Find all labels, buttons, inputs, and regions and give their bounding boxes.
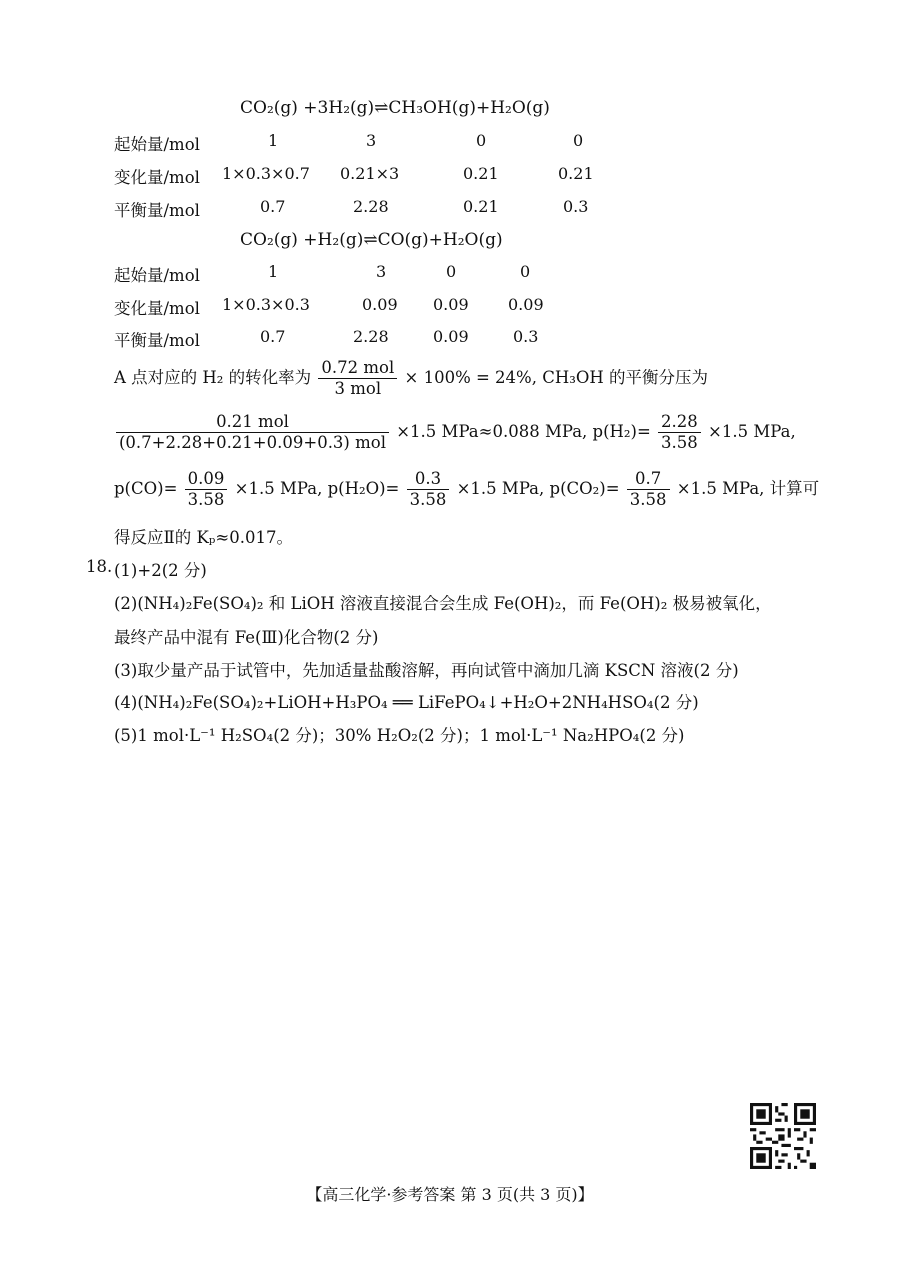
calc-text: A 点对应的 H₂ 的转化率为 <box>114 368 312 387</box>
calc-text: ×1.5 MPa, p(H₂O)= <box>234 479 400 498</box>
table-cell: 0.21 <box>463 197 499 216</box>
table-cell: 1 <box>268 131 279 150</box>
table-cell: 0.09 <box>433 295 469 314</box>
q18-answer-3: (3)取少量产品于试管中，先加适量盐酸溶解，再向试管中滴加几滴 KSCN 溶液(2 分) <box>114 661 739 680</box>
table-cell: 0.7 <box>260 327 286 346</box>
calc-text: p(CO)= <box>114 479 178 498</box>
table-cell: 2.28 <box>353 197 389 216</box>
fraction-denominator: 3.58 <box>187 490 225 509</box>
page-footer: 【高三化学·参考答案 第 3 页(共 3 页)】 <box>306 1185 594 1204</box>
reaction2-equation: CO₂(g) +H₂(g)⇌CO(g)+H₂O(g) <box>240 230 503 250</box>
fraction-numerator: 0.3 <box>407 469 450 490</box>
table-cell: 3 <box>366 131 377 150</box>
calc-text: ×1.5 MPa, <box>708 422 796 441</box>
row-label: 变化量/mol <box>114 168 200 187</box>
table-cell: 0.21 <box>558 164 594 183</box>
table-cell: 0.7 <box>260 197 286 216</box>
table-cell: 1 <box>268 262 279 281</box>
fraction-denominator: (0.7+2.28+0.21+0.09+0.3) mol <box>119 433 386 452</box>
row-label: 起始量/mol <box>114 266 200 285</box>
table-cell: 0 <box>476 131 487 150</box>
table-cell: 0.3 <box>513 327 539 346</box>
qr-code-icon <box>750 1103 816 1169</box>
calc-line-4: 得反应Ⅱ的 Kₚ≈0.017。 <box>114 528 293 547</box>
table-cell: 1×0.3×0.3 <box>222 295 310 314</box>
table-cell: 0.09 <box>508 295 544 314</box>
table-cell: 0 <box>573 131 584 150</box>
fraction-numerator: 0.7 <box>627 469 670 490</box>
fraction-denominator: 3.58 <box>661 433 698 452</box>
q18-number: 18. <box>86 557 113 576</box>
fraction-numerator: 2.28 <box>658 412 701 433</box>
q18-answer-4: (4)(NH₄)₂Fe(SO₄)₂+LiOH+H₃PO₄ ══ LiFePO₄↓+H₂O+2NH₄HSO₄(2 分) <box>114 693 699 712</box>
table-cell: 0.3 <box>563 197 589 216</box>
calc-text: × 100% = 24%, CH₃OH 的平衡分压为 <box>404 368 709 387</box>
q18-answer-2-cont: 最终产品中混有 Fe(Ⅲ)化合物(2 分) <box>114 628 379 647</box>
q18-answer-1: (1)+2(2 分) <box>114 561 207 580</box>
fraction <box>185 469 228 510</box>
fraction-numerator: 0.09 <box>185 469 228 490</box>
table-cell: 2.28 <box>353 327 389 346</box>
fraction-numerator: 0.72 mol <box>318 358 397 379</box>
fraction-numerator: 0.21 mol <box>116 412 389 433</box>
calc-text: ×1.5 MPa, 计算可 <box>676 479 820 498</box>
table-cell: 0.21 <box>463 164 499 183</box>
row-label: 起始量/mol <box>114 135 200 154</box>
fraction <box>116 412 389 453</box>
row-label: 变化量/mol <box>114 299 200 318</box>
calc-line-1 <box>114 358 708 399</box>
q18-answer-2: (2)(NH₄)₂Fe(SO₄)₂ 和 LiOH 溶液直接混合会生成 Fe(OH)₂，而 Fe(OH)₂ 极易被氧化， <box>114 594 772 613</box>
fraction <box>658 412 701 453</box>
table-cell: 0.09 <box>362 295 398 314</box>
fraction-denominator: 3 mol <box>334 379 382 398</box>
fraction-denominator: 3.58 <box>629 490 667 509</box>
reaction1-equation: CO₂(g) +3H₂(g)⇌CH₃OH(g)+H₂O(g) <box>240 98 550 118</box>
fraction-denominator: 3.58 <box>409 490 447 509</box>
fraction <box>318 358 397 399</box>
calc-line-3 <box>114 469 819 510</box>
table-cell: 0 <box>520 262 531 281</box>
calc-text: ×1.5 MPa≈0.088 MPa, p(H₂)= <box>396 422 651 441</box>
calc-text: ×1.5 MPa, p(CO₂)= <box>456 479 620 498</box>
calc-line-2 <box>114 412 796 453</box>
table-cell: 1×0.3×0.7 <box>222 164 310 183</box>
q18-answer-5: (5)1 mol·L⁻¹ H₂SO₄(2 分)；30% H₂O₂(2 分)；1 mol·L⁻¹ Na₂HPO₄(2 分) <box>114 726 685 745</box>
table-cell: 0 <box>446 262 457 281</box>
table-cell: 3 <box>376 262 387 281</box>
row-label: 平衡量/mol <box>114 331 200 350</box>
fraction <box>407 469 450 510</box>
fraction <box>627 469 670 510</box>
row-label: 平衡量/mol <box>114 201 200 220</box>
table-cell: 0.21×3 <box>340 164 400 183</box>
table-cell: 0.09 <box>433 327 469 346</box>
